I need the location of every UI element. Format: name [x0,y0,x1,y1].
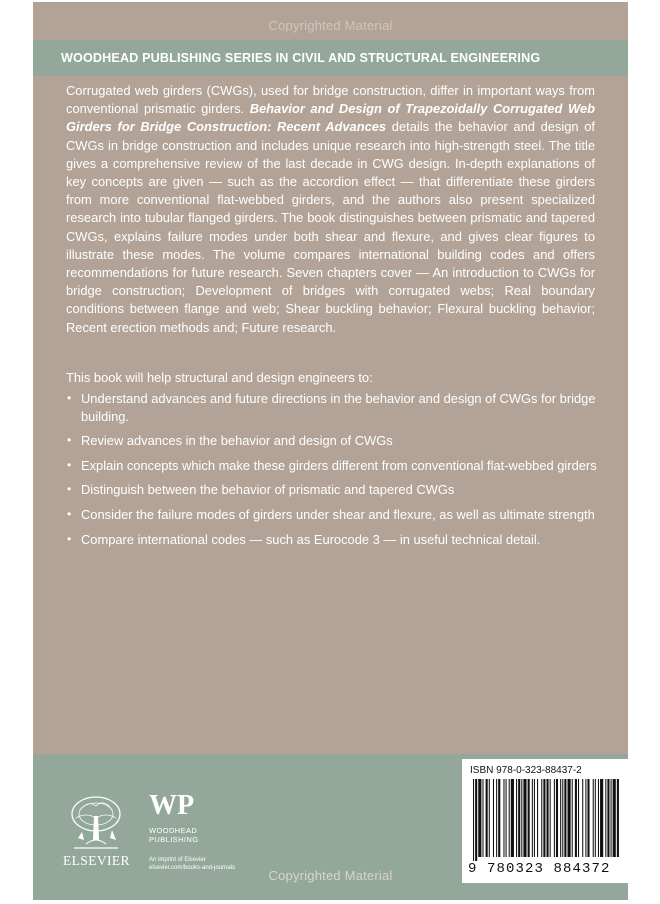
barcode-bar [521,779,522,857]
barcode-bar [543,779,545,857]
barcode-bar [556,779,558,857]
barcode-bar [534,779,535,857]
book-description [66,82,595,337]
barcode-bar [528,779,530,857]
barcode-bar [537,779,538,857]
barcode-bar [486,779,488,857]
barcode-bar [607,779,609,857]
barcode-bar [482,779,483,857]
barcode-bar [516,779,517,857]
help-intro: This book will help structural and design engineers to: [66,370,373,385]
list-item-text: Review advances in the behavior and design of CWGs [81,433,393,449]
watermark-top: Copyrighted Material [268,18,393,33]
barcode-digits: 9 780323 884372 [468,861,611,877]
barcode-bar [617,779,619,857]
barcode-bar [475,779,477,861]
list-item-text: Understand advances and future directions in the behavior and design of CWGs for bridge building. [81,391,596,424]
series-band [33,40,628,76]
barcode-bar [585,779,586,857]
barcode-bar [489,779,490,857]
bullet-icon: • [67,433,72,448]
barcode-bar [593,779,594,857]
woodhead-logo: WP [149,790,195,821]
barcode-bar [554,779,555,857]
barcode-bar [598,779,599,857]
isbn-box [462,759,628,883]
barcode-bar [473,779,474,861]
barcode-bar [578,779,579,857]
barcode-bar [511,779,514,857]
barcode-bar [509,779,510,857]
barcode-bar [600,779,603,857]
barcode-icon [471,779,619,861]
bullet-icon: • [67,457,72,472]
list-item [66,457,597,475]
list-item [66,531,597,549]
list-item-text: Distinguish between the behavior of prismatic and tapered CWGs [81,482,455,498]
barcode-bar [572,779,573,857]
barcode-bar [611,779,612,857]
description-intro: Corrugated web girders (CWGs), used for bridge construction, differ in important ways from conventional prismatic girders. [66,83,595,117]
bullet-icon: • [67,482,72,497]
imprint-line-2: elsevier.com/books-and-journals [149,865,236,871]
bullet-icon: • [67,531,72,546]
watermark-bottom: Copyrighted Material [268,868,393,883]
barcode-bar [518,779,520,857]
barcode-bar [568,779,571,857]
barcode-bar [613,779,616,857]
benefit-list [66,390,597,555]
barcode-bar [532,779,533,857]
bullet-icon: • [67,391,72,405]
barcode-bar [541,779,542,857]
list-item [66,481,597,499]
list-item [66,506,597,524]
imprint-line-1: An imprint of Elsevier [149,857,206,863]
barcode-bar [506,779,507,857]
description-body: details the behavior and design of CWGs in bridge construction and includes unique research into high-strength steel. The title gives a comprehensive review of the last decade in CWG design. In-depth explanations of key concepts are given — such as the accordion effect — that differentiate these girders from more conventional flat-webbed girders, and the authors also present specialized research into tubular flanged girders. The book distinguishes between prismatic and tapered CWGs, explains failure modes under both shear and flexure, and gives clear figures to illustrate these modes. The volume compares international building codes and offers recommendations for future research. Seven chapters cover — An introduction to CWGs for bridge construction; Development of bridges with corrugated webs; Real boundary conditions between flange and web; Shear buckling behavior; Flexural buckling behavior; Recent erection methods and; Future research. [66,119,595,335]
woodhead-line-1: WOODHEAD [149,826,198,835]
back-cover [33,2,628,900]
woodhead-name [149,826,198,844]
list-item [66,432,597,450]
barcode-bar [498,779,500,857]
barcode-bar [564,779,566,857]
barcode-bar [560,779,561,857]
barcode-bar [605,779,606,857]
bullet-icon: • [67,506,72,521]
list-item-text: Compare international codes — such as Eurocode 3 — in useful technical detail. [81,531,541,547]
barcode-bar [496,779,497,857]
elsevier-tree-icon [66,792,126,852]
isbn-label: ISBN 978-0-323-88437-2 [470,765,582,776]
woodhead-line-2: PUBLISHING [149,835,199,844]
barcode-bar [595,779,596,857]
barcode-bar [582,779,583,857]
barcode-bar [523,779,526,857]
barcode-bar [550,779,551,857]
book-title: Behavior and Design of Trapezoidally Corrugated Web Girders for Bridge Construction: Recent Advances [66,101,595,135]
barcode-bar [562,779,563,857]
barcode-bar [587,779,589,857]
series-title: WOODHEAD PUBLISHING SERIES IN CIVIL AND STRUCTURAL ENGINEERING [61,51,541,65]
barcode-bar [478,779,481,857]
barcode-bar [503,779,504,857]
barcode-bar [493,779,494,857]
list-item-text: Consider the failure modes of girders under shear and flexure, as well as ultimate strength [81,506,595,522]
barcode-bar [547,779,549,857]
list-item-text: Explain concepts which make these girders different from conventional flat-webbed girders [81,457,597,473]
elsevier-wordmark: ELSEVIER [63,853,130,868]
barcode-bar [575,779,577,857]
list-item [66,390,597,425]
